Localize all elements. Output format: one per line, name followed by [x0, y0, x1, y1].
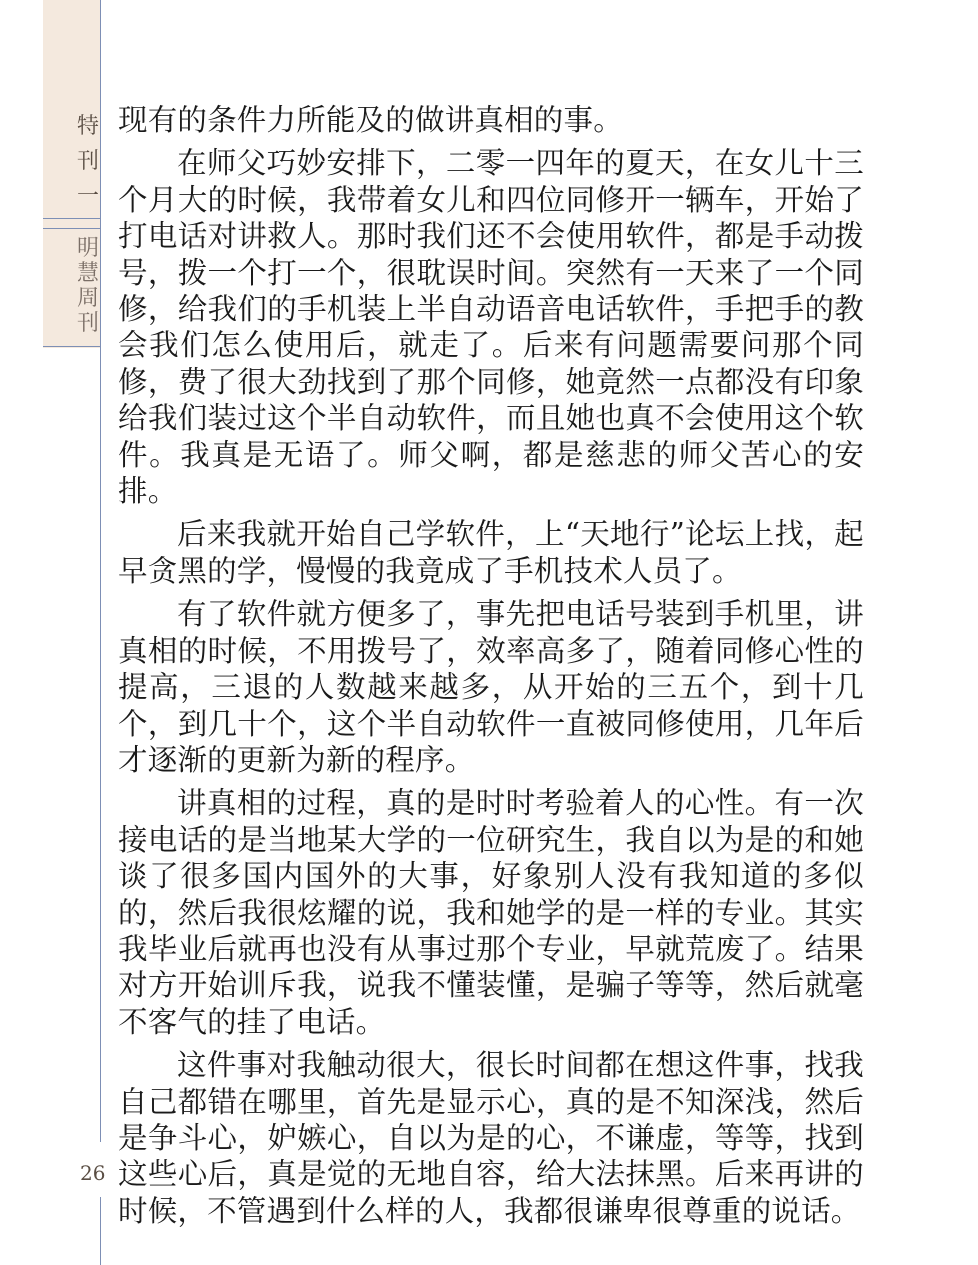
page-number: 26 — [80, 1161, 106, 1185]
paragraph: 这件事对我触动很大，很长时间都在想这件事，找我自己都错在哪里，首先是显示心，真的是不知深浅，然后是争斗心，妒嫉心，自以为是的心，不谦虚，等等，找到这些心后，真是觉的无地自容，给大法抹黑。后来再讲的时候，不管遇到什么样的人，我都很谦卑很尊重的说话。 — [118, 1048, 864, 1228]
article-body — [118, 102, 864, 1236]
tab-divider-middle — [43, 228, 101, 229]
paragraph: 讲真相的过程，真的是时时考验着人的心性。有一次接电话的是当地某大学的一位研究生，我自以为是的和她谈了很多国内国外的大事，好象别人没有我知道的多似的，然后我很炫耀的说，我和她学的是一样的专业。其实我毕业后就再也没有从事过那个专业，早就荒废了。结果对方开始训斥我，说我不懂装懂，是骗子等等，然后就毫不客气的挂了电话。 — [118, 786, 864, 1039]
publication-name-char: 明 — [76, 236, 99, 261]
paragraph: 后来我就开始自己学软件，上“天地行”论坛上找，起早贪黑的学，慢慢的我竟成了手机技术人员了。 — [118, 517, 864, 588]
publication-name-char: 周 — [76, 286, 99, 311]
paragraph: 有了软件就方便多了，事先把电话号装到手机里，讲真相的时候，不用拨号了，效率高多了，随着同修心性的提高，三退的人数越来越多，从开始的三五个，到十几个，到几十个，这个半自动软件一直被同修使用，几年后才逐渐的更新为新的程序。 — [118, 597, 864, 777]
tab-divider-bottom — [43, 346, 101, 347]
section-label-char: 一 — [76, 184, 99, 209]
tab-divider-top — [43, 218, 101, 219]
section-label-char: 特 — [76, 114, 99, 139]
section-label-char: 刊 — [76, 149, 99, 174]
publication-name-char: 慧 — [76, 261, 99, 286]
paragraph-continued: 现有的条件力所能及的做讲真相的事。 — [118, 103, 623, 137]
publication-name-char: 刊 — [76, 311, 99, 336]
paragraph: 在师父巧妙安排下，二零一四年的夏天，在女儿十三个月大的时候，我带着女儿和四位同修开一辆车，开始了打电话对讲救人。那时我们还不会使用软件，都是手动拨号，拨一个打一个，很耽误时间。突然有一天来了一个同修，给我们的手机装上半自动语音电话软件，手把手的教会我们怎么使用后，就走了。后来有问题需要问那个同修，费了很大劲找到了那个同修，她竟然一点都没有印象给我们装过这个半自动软件，而且她也真不会使用这个软件。我真是无语了。师父啊，都是慈悲的师父苦心的安排。 — [118, 146, 864, 509]
